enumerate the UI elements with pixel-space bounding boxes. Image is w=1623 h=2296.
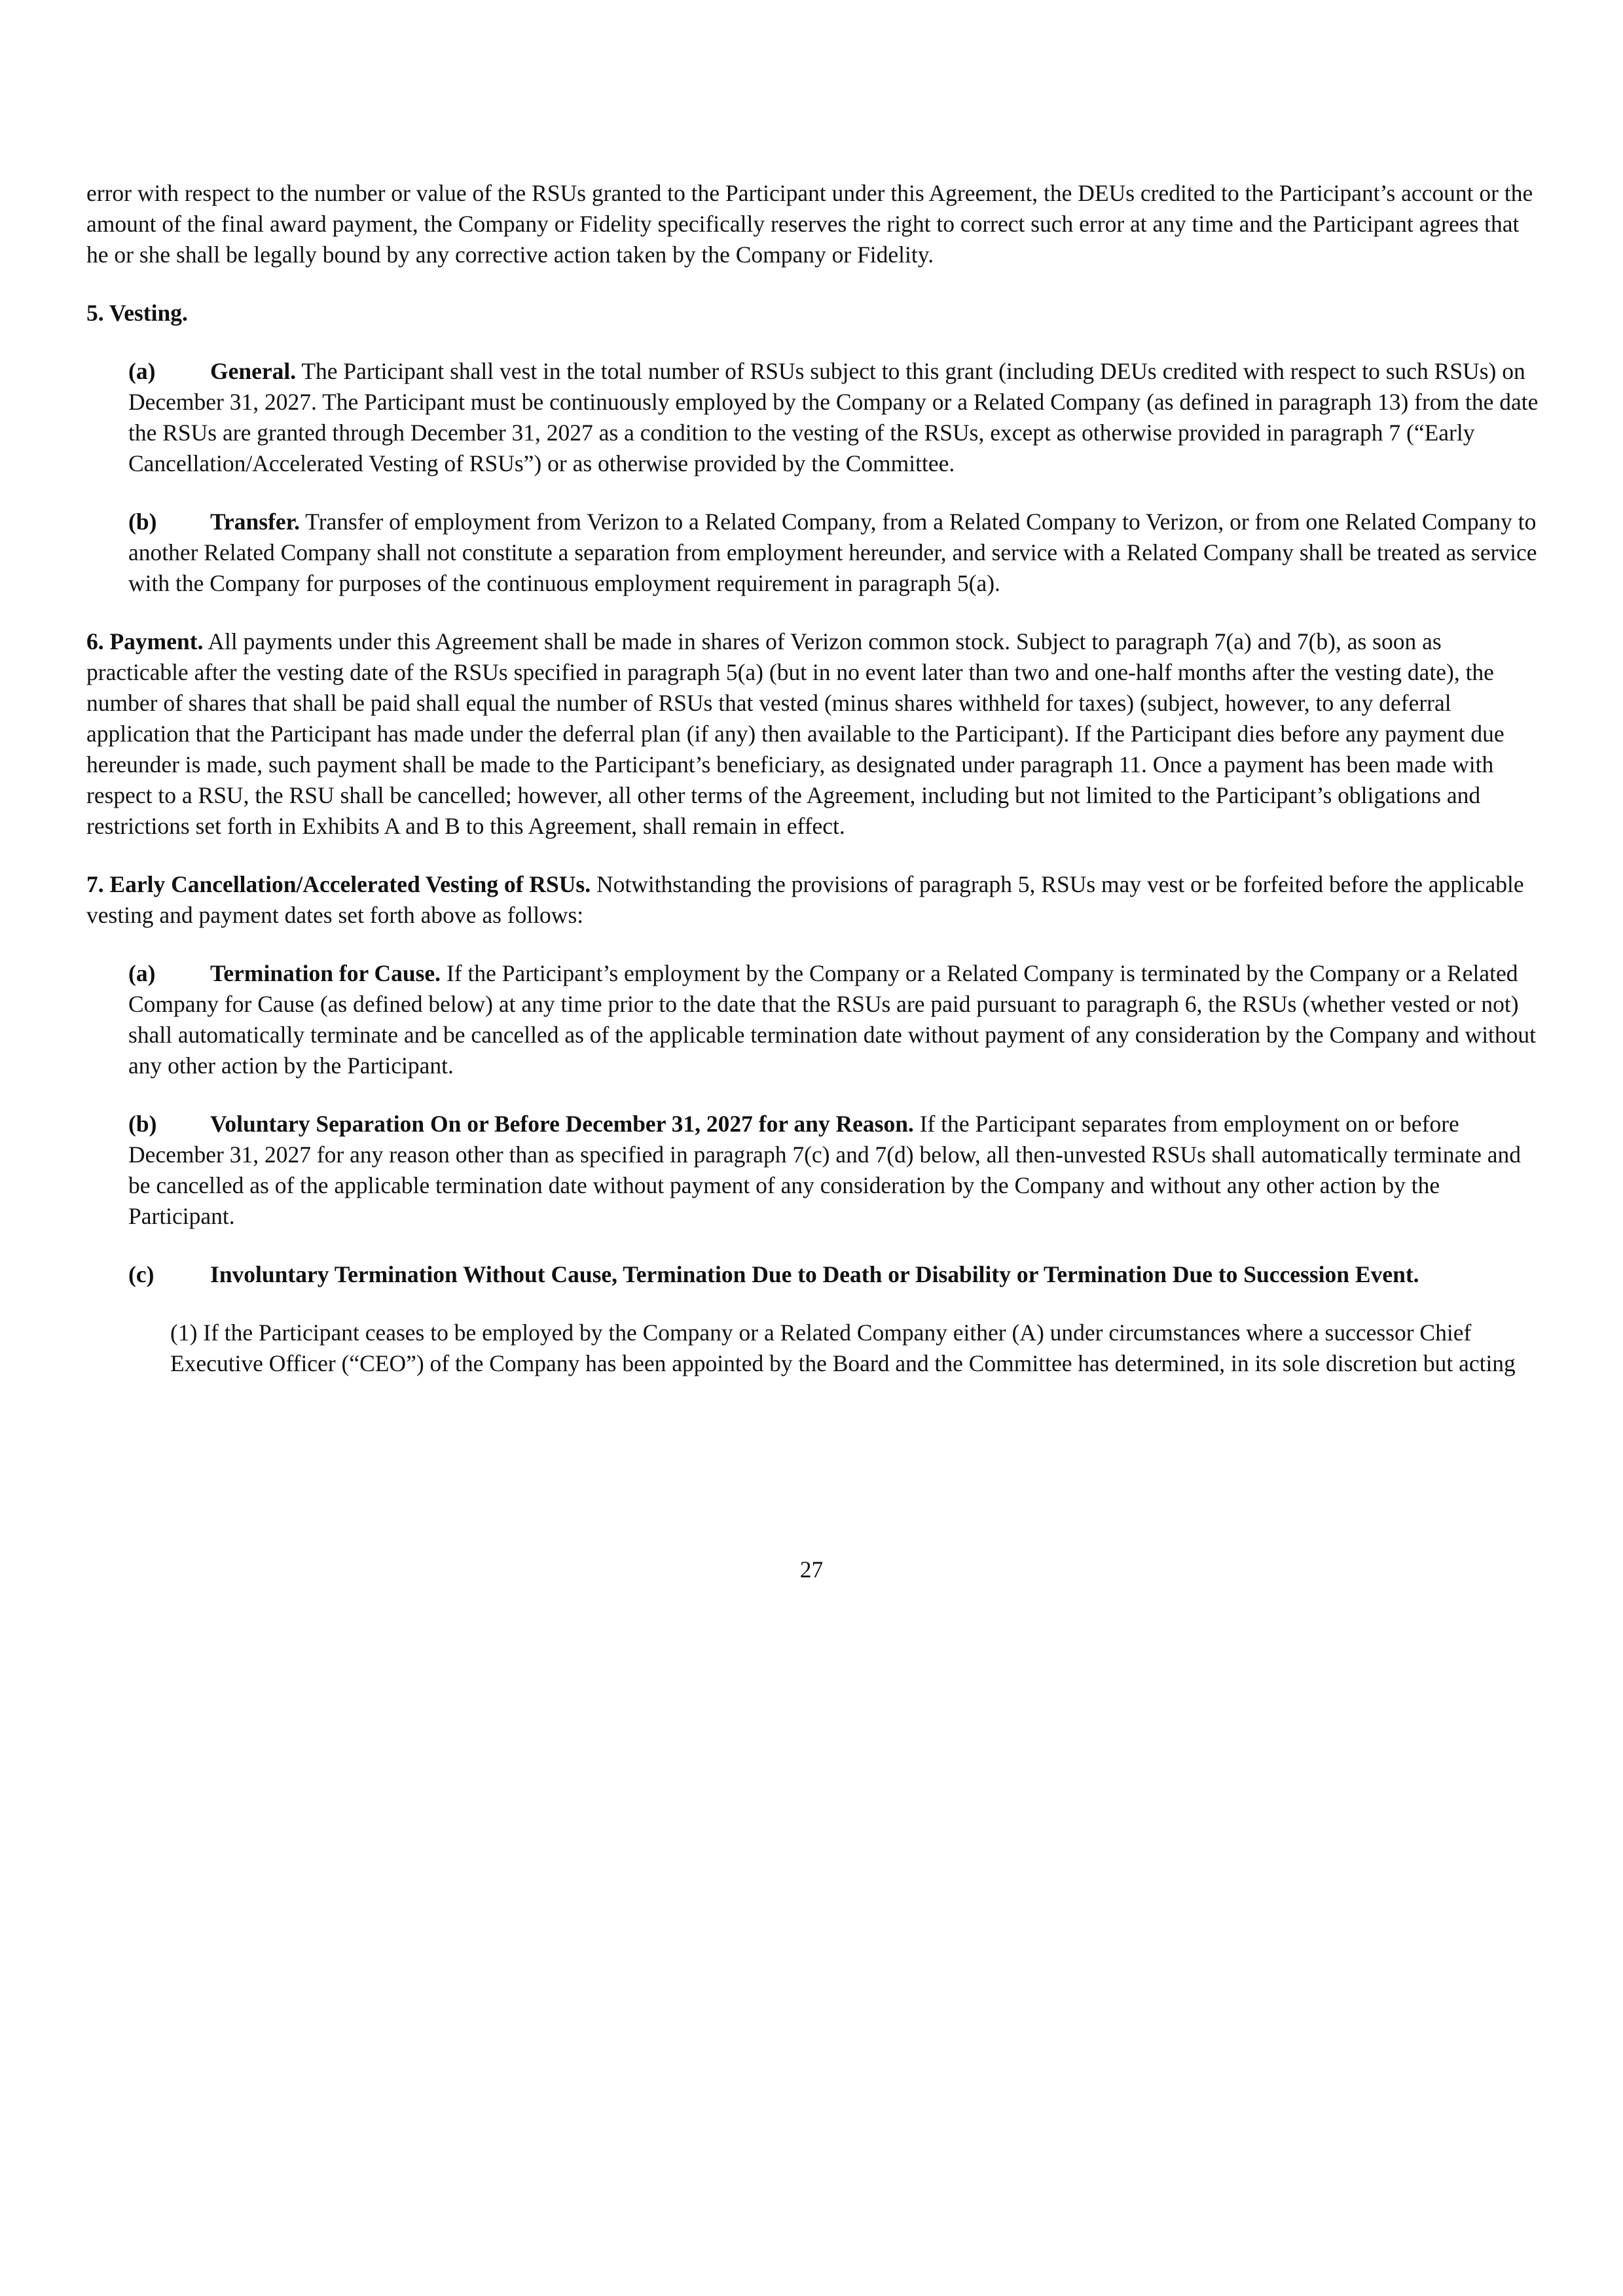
section-7b-text: If the Participant separates from employment on or before December 31, 2027 for any reason other than as specified in paragraph 7(c) and 7(d) below, all then-unvested RSUs shall automatically terminate and be cancelled as of the applicable termination date without payment of any consideration by the Company and without any other action by the Participant. xyxy=(128,1111,1521,1229)
section-7c-heading xyxy=(128,1259,1539,1290)
section-7b-title: Voluntary Separation On or Before December 31, 2027 for any Reason. xyxy=(210,1111,914,1137)
section-5a-text: The Participant shall vest in the total number of RSUs subject to this grant (including DEUs credited with respect to such RSUs) on December 31, 2027. The Participant must be continuously employed by the Company or a Related Company (as defined in paragraph 13) from the date the RSUs are granted through December 31, 2027 as a condition to the vesting of the RSUs, except as otherwise provided in paragraph 7 (“Early Cancellation/Accelerated Vesting of RSUs”) or as otherwise provided by the Committee. xyxy=(128,358,1539,476)
page-number: 27 xyxy=(799,1556,824,1583)
section-7-title: 7. Early Cancellation/Accelerated Vesting of RSUs. xyxy=(86,871,591,897)
section-6-paragraph xyxy=(86,626,1539,842)
section-7b-paragraph xyxy=(128,1109,1539,1232)
section-7a-text: If the Participant’s employment by the Company or a Related Company is terminated by the Company or a Related Company for Cause (as defined below) at any time prior to the date that the RSUs are paid pursuant to paragraph 6, the RSUs (whether vested or not) shall automatically terminate and be cancelled as of the applicable termination date without payment of any consideration by the Company and without any other action by the Participant. xyxy=(128,960,1537,1079)
document-body xyxy=(86,178,1539,1379)
section-7c-title: Involuntary Termination Without Cause, Termination Due to Death or Disability or Termination Due to Succession Event. xyxy=(210,1261,1419,1287)
section-5b-title: Transfer. xyxy=(210,509,301,535)
section-5a-paragraph xyxy=(128,356,1539,479)
section-5b-label: (b) xyxy=(128,509,157,535)
section-7-paragraph xyxy=(86,869,1539,931)
section-7a-label: (a) xyxy=(128,960,156,986)
section-6-title: 6. Payment. xyxy=(86,628,204,655)
section-5b-text: Transfer of employment from Verizon to a Related Company, from a Related Company to Verizon, or from one Related Company to another Related Company shall not constitute a separation from employment hereunder, and service with a Related Company shall be treated as service with the Company for purposes of the continuous employment requirement in paragraph 5(a). xyxy=(128,509,1537,596)
section-7a-paragraph xyxy=(128,958,1539,1081)
section-5b-paragraph xyxy=(128,507,1539,599)
section-5a-title: General. xyxy=(210,358,297,384)
section-5-heading: 5. Vesting. xyxy=(86,300,188,326)
section-7-text: Notwithstanding the provisions of paragraph 5, RSUs may vest or be forfeited before the applicable vesting and payment dates set forth above as follows: xyxy=(86,871,1524,928)
section-7c-item-1: (1) If the Participant ceases to be employed by the Company or a Related Company either (A) under circumstances where a successor Chief Executive Officer (“CEO”) of the Company has been appointed by the Board and the Committee has determined, in its sole discretion but acting xyxy=(170,1319,1516,1376)
section-5a-label: (a) xyxy=(128,358,156,384)
section-6-text: All payments under this Agreement shall be made in shares of Verizon common stock. Subject to paragraph 7(a) and 7(b), as soon as practicable after the vesting date of the RSUs specified in paragraph 5(a) (but in no event later than two and one-half months after the vesting date), the number of shares that shall be paid shall equal the number of RSUs that vested (minus shares withheld for taxes) (subject, however, to any deferral application that the Participant has made under the deferral plan (if any) then available to the Participant). If the Participant dies before any payment due hereunder is made, such payment shall be made to the Participant’s beneficiary, as designated under paragraph 11. Once a payment has been made with respect to a RSU, the RSU shall be cancelled; however, all other terms of the Agreement, including but not limited to the Participant’s obligations and restrictions set forth in Exhibits A and B to this Agreement, shall remain in effect. xyxy=(86,628,1504,839)
section-7b-label: (b) xyxy=(128,1111,157,1137)
section-7a-title: Termination for Cause. xyxy=(210,960,441,986)
section-7c-label: (c) xyxy=(128,1261,155,1287)
intro-paragraph: error with respect to the number or value of the RSUs granted to the Participant under this Agreement, the DEUs credited to the Participant’s account or the amount of the final award payment, the Company or Fidelity specifically reserves the right to correct such error at any time and the Participant agrees that he or she shall be legally bound by any corrective action taken by the Company or Fidelity. xyxy=(86,180,1533,268)
